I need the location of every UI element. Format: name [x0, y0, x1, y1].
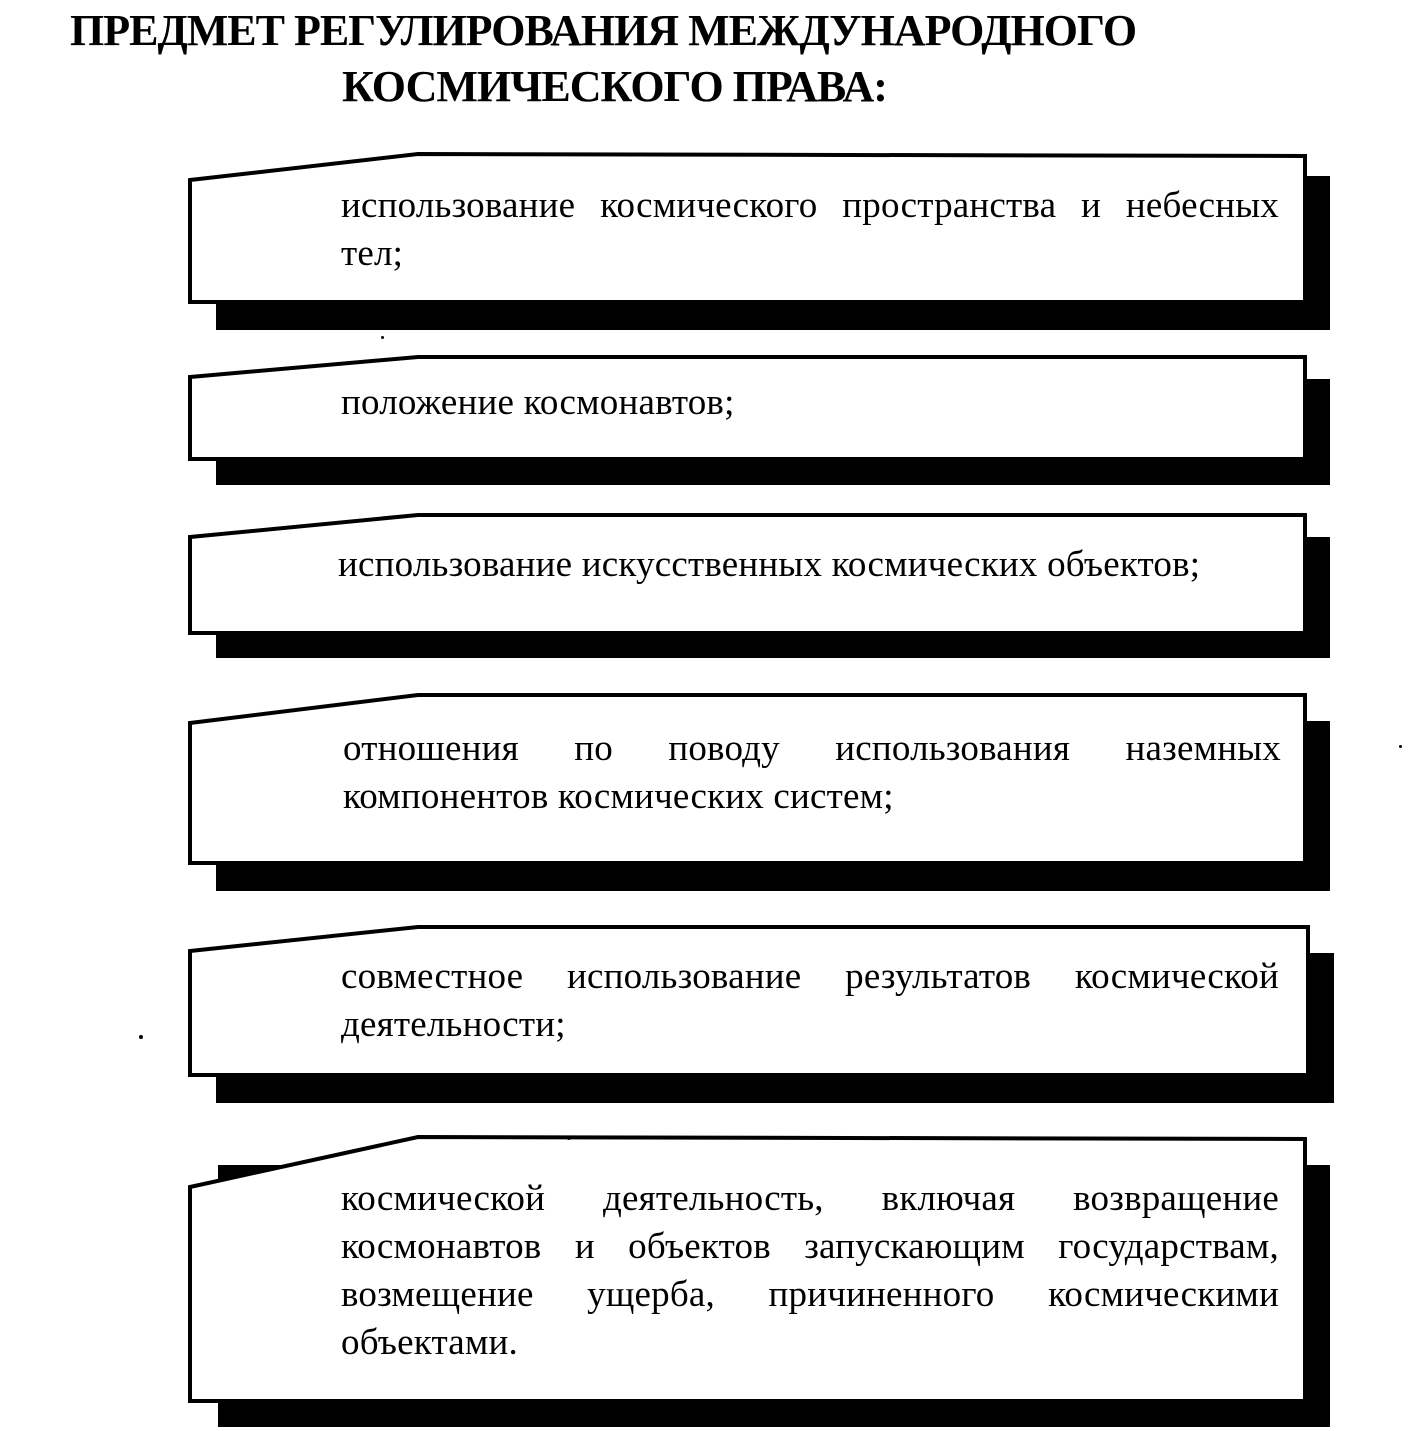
scan-speck — [381, 336, 384, 339]
title-line-1: ПРЕДМЕТ РЕГУЛИРОВАНИЯ МЕЖДУНАРОДНОГО — [70, 6, 1137, 55]
subject-card-2-text: положение космонавтов; — [341, 382, 735, 423]
subject-card-6-text: космической деятельность, включая возвращение космонавтов и объектов запускающим государствам, возмещение ущерба, причиненного космическими объектами. — [341, 1178, 1279, 1363]
subject-card-5-text: совместное использование результатов космической деятельности; — [341, 956, 1279, 1045]
subject-card-5 — [188, 925, 1334, 1103]
title-line-2: КОСМИЧЕСКОГО ПРАВА: — [342, 62, 887, 111]
subject-card-2 — [188, 355, 1330, 485]
scan-speck — [139, 1035, 143, 1039]
subject-card-3-text: использование искусственных космических объектов; — [338, 544, 1201, 585]
scan-speck — [567, 1136, 571, 1140]
subject-card-4 — [188, 693, 1330, 891]
subject-card-1-text: использование космического пространства и небесных тел; — [341, 185, 1279, 274]
subject-card-6 — [188, 1135, 1330, 1427]
subject-card-1 — [188, 152, 1330, 330]
subject-card-4-text: отношения по поводу использования наземных компонентов космических систем; — [343, 728, 1281, 817]
subject-card-3 — [188, 513, 1330, 658]
scan-speck — [1399, 745, 1402, 748]
